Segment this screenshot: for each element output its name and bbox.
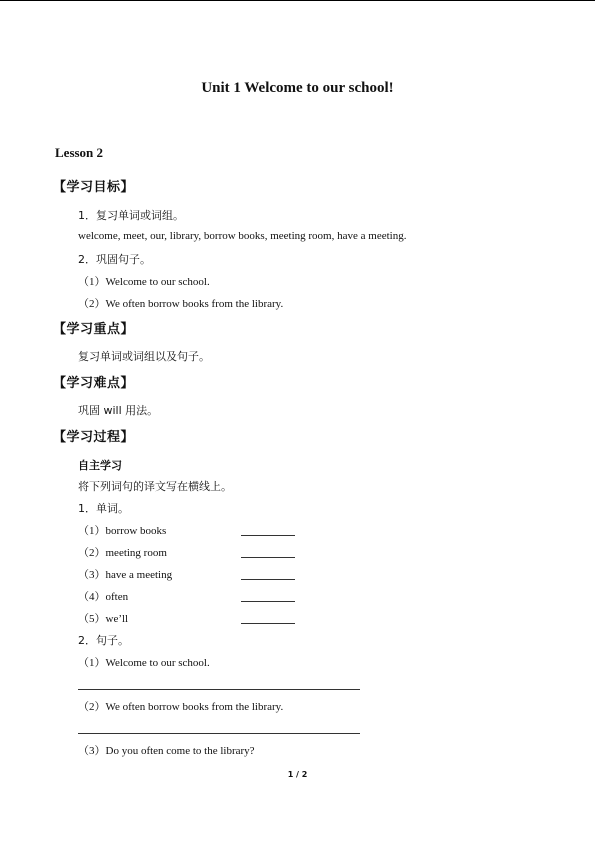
heading-difficulties: 【学习难点】 [53,376,135,391]
self-study-label: 自主学习 [78,459,122,472]
objective-sentence-1: （1）Welcome to our school. [78,276,210,288]
answer-blank[interactable] [241,556,295,558]
answer-blank[interactable] [241,622,295,624]
heading-key-points: 【学习重点】 [53,322,135,337]
word-item: （4）often [78,591,129,603]
sentence-item: （3）Do you often come to the library? [78,745,255,757]
difficulties-text: 巩固 will 用法。 [78,404,159,417]
answer-blank[interactable] [241,600,295,602]
document-title: Unit 1 Welcome to our school! [201,80,394,96]
sentences-title: 2．句子。 [78,634,129,647]
word-item: （3）have a meeting [78,569,173,581]
word-item: （2）meeting room [78,547,167,559]
page-number: 1 / 2 [287,770,308,779]
sentence-item: （2）We often borrow books from the library. [78,701,284,713]
answer-line[interactable] [78,688,360,690]
objective-item-2: 2．巩固句子。 [78,253,151,266]
word-item: （5）we’ll [78,613,129,625]
sentence-item: （1）Welcome to our school. [78,657,210,669]
key-points-text: 复习单词或词组以及句子。 [78,350,210,363]
objective-item-1: 1．复习单词或词组。 [78,209,184,222]
heading-process: 【学习过程】 [53,430,135,445]
objective-sentence-2: （2）We often borrow books from the library. [78,298,284,310]
word-item: （1）borrow books [78,525,167,537]
lesson-label: Lesson 2 [55,145,104,160]
heading-objectives: 【学习目标】 [53,180,135,195]
answer-blank[interactable] [241,534,295,536]
answer-line[interactable] [78,732,360,734]
page-top-border [0,0,595,1]
instruction-text: 将下列词句的译文写在横线上。 [78,480,232,493]
objective-vocab: welcome, meet, our, library, borrow books, meeting room, have a meeting. [78,230,407,242]
answer-blank[interactable] [241,578,295,580]
words-title: 1．单词。 [78,502,129,515]
